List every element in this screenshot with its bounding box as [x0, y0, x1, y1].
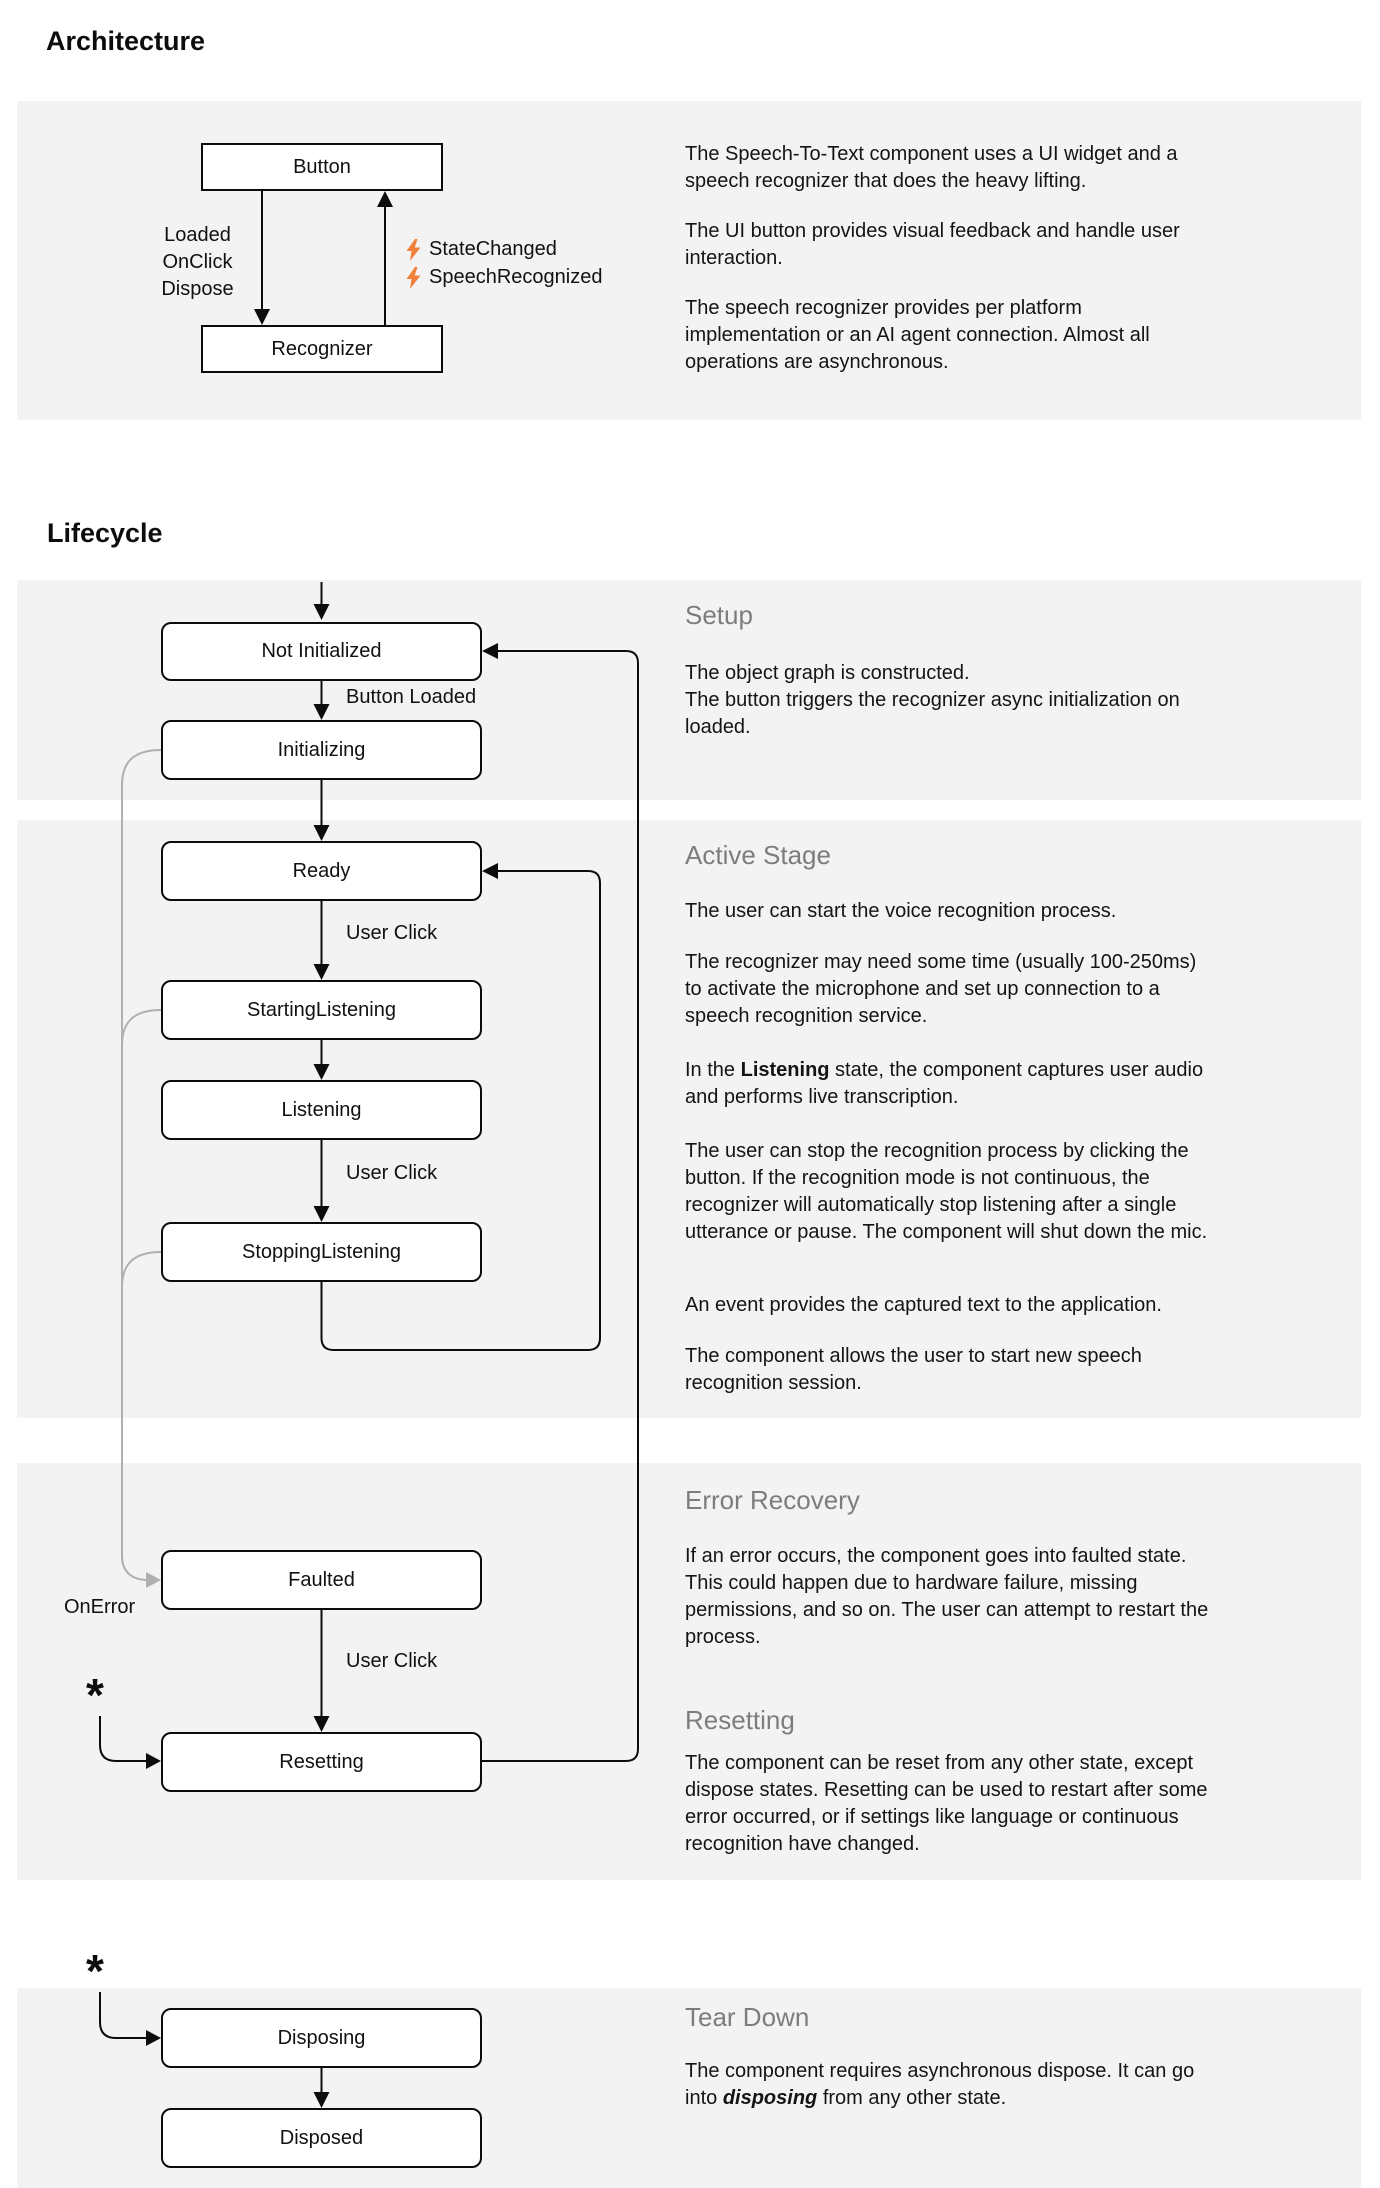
speechrecognized-event-label: SpeechRecognized	[429, 266, 603, 288]
resetting-heading: Resetting	[685, 1705, 795, 1735]
text-line: If an error occurs, the component goes into faulted state.	[685, 1545, 1187, 1567]
text-line: The object graph is constructed.	[685, 662, 970, 684]
text-line: recognition have changed.	[685, 1833, 920, 1855]
text-line: interaction.	[685, 247, 783, 269]
state-label: Resetting	[279, 1750, 364, 1773]
lightning-bolt-icon	[406, 267, 421, 289]
state-label: Listening	[281, 1098, 362, 1121]
text-segment: In the	[685, 1059, 741, 1081]
text-segment-bold: Listening	[740, 1059, 830, 1081]
state-initializing	[161, 720, 482, 780]
architecture-paragraph-2	[685, 218, 1180, 272]
text-segment: into	[685, 2087, 723, 2109]
state-label: Disposing	[277, 2026, 366, 2049]
text-line: button. If the recognition mode is not continuous, the	[685, 1167, 1150, 1189]
text-line: speech recognition service.	[685, 1005, 928, 1027]
text-line: The component allows the user to start new speech	[685, 1345, 1142, 1367]
text-line: The user can stop the recognition process by clicking the	[685, 1140, 1189, 1162]
active-paragraph-3	[685, 1057, 1203, 1111]
architecture-paragraph-3	[685, 295, 1150, 376]
tear-down-text	[685, 2058, 1194, 2112]
speechrecognized-event-row	[406, 266, 602, 289]
setup-heading: Setup	[685, 600, 753, 630]
active-paragraph-6	[685, 1343, 1142, 1397]
tear-down-heading: Tear Down	[685, 2002, 810, 2032]
recognizer-node	[201, 325, 443, 373]
text-line: dispose states. Resetting can be used to restart after some	[685, 1779, 1208, 1801]
text-line: implementation or an AI agent connection. Almost all	[685, 324, 1150, 346]
state-label: Disposed	[279, 2126, 364, 2149]
text-line	[685, 2085, 1194, 2112]
transition-label-onerror: OnError	[64, 1596, 136, 1618]
any-state-star-1: *	[86, 1669, 104, 1721]
text-segment-emphasis: disposing	[722, 2087, 818, 2109]
text-line: Dispose	[161, 278, 234, 300]
active-paragraph-4	[685, 1138, 1207, 1246]
state-label: Not Initialized	[261, 640, 382, 662]
text-line: permissions, and so on. The user can attempt to restart the	[685, 1599, 1209, 1621]
state-label: StartingListening	[247, 998, 396, 1021]
resetting-text	[685, 1750, 1208, 1858]
text-line: The recognizer may need some time (usually 100-250ms)	[685, 951, 1197, 973]
lifecycle-title: Lifecycle	[47, 518, 163, 548]
text-segment: state, the component captures user audio	[829, 1059, 1204, 1081]
recognizer-node-label: Recognizer	[271, 337, 373, 360]
state-label: Initializing	[277, 738, 366, 761]
state-stopping-listening	[161, 1222, 482, 1282]
text-line: and performs live transcription.	[685, 1086, 959, 1108]
transition-label-user-click-1: User Click	[346, 922, 438, 944]
transition-label-user-click-3: User Click	[346, 1650, 438, 1672]
state-not-initialized	[161, 622, 482, 681]
text-segment: from any other state.	[817, 2087, 1007, 2109]
transition-label-user-click-2: User Click	[346, 1162, 438, 1184]
text-line: The Speech-To-Text component uses a UI widget and a	[685, 143, 1178, 165]
text-line: The user can start the voice recognition process.	[685, 900, 1117, 922]
transition-label-button-loaded: Button Loaded	[346, 686, 477, 708]
text-line: recognizer will automatically stop listening after a single	[685, 1194, 1177, 1216]
text-line: An event provides the captured text to the application.	[685, 1294, 1162, 1316]
state-faulted	[161, 1550, 482, 1610]
text-line: The UI button provides visual feedback and handle user	[685, 220, 1180, 242]
button-node	[201, 143, 443, 191]
text-line: operations are asynchronous.	[685, 351, 949, 373]
text-line: OnClick	[162, 251, 233, 273]
text-line: loaded.	[685, 716, 751, 738]
text-line	[685, 1057, 1203, 1084]
recognizer-calls-label	[120, 222, 275, 303]
text-line: speech recognizer that does the heavy lifting.	[685, 170, 1087, 192]
text-line: to activate the microphone and set up connection to a	[685, 978, 1160, 1000]
state-label: Ready	[292, 859, 351, 882]
lightning-bolt-icon	[406, 239, 421, 261]
text-line: The component requires asynchronous dispose. It can go	[685, 2060, 1195, 2082]
active-paragraph-2	[685, 949, 1196, 1030]
architecture-paragraph-1	[685, 141, 1178, 195]
error-recovery-text	[685, 1543, 1208, 1651]
text-line: recognition session.	[685, 1372, 862, 1394]
text-line: This could happen due to hardware failure, missing	[685, 1572, 1138, 1594]
state-ready	[161, 841, 482, 901]
statechanged-event-row	[406, 238, 557, 261]
text-line: utterance or pause. The component will shut down the mic.	[685, 1221, 1208, 1243]
statechanged-event-label: StateChanged	[429, 238, 557, 260]
architecture-title: Architecture	[46, 26, 206, 56]
state-disposing	[161, 2008, 482, 2068]
error-recovery-heading: Error Recovery	[685, 1485, 860, 1515]
state-label: Faulted	[288, 1568, 355, 1591]
text-line: error occurred, or if settings like language or continuous	[685, 1806, 1179, 1828]
state-label: StoppingListening	[241, 1240, 401, 1263]
any-state-star-2: *	[86, 1945, 104, 1997]
state-starting-listening	[161, 980, 482, 1040]
state-listening	[161, 1080, 482, 1140]
text-line: Loaded	[164, 224, 231, 246]
state-resetting	[161, 1732, 482, 1792]
text-line: The button triggers the recognizer async initialization on	[685, 689, 1180, 711]
state-disposed	[161, 2108, 482, 2168]
text-line: The component can be reset from any other state, except	[685, 1752, 1194, 1774]
active-stage-heading: Active Stage	[685, 840, 831, 870]
active-paragraph-1	[685, 898, 1116, 925]
active-paragraph-5	[685, 1292, 1162, 1319]
setup-text	[685, 660, 1180, 741]
text-line: process.	[685, 1626, 761, 1648]
text-line: The speech recognizer provides per platform	[685, 297, 1082, 319]
button-node-label: Button	[293, 155, 351, 178]
